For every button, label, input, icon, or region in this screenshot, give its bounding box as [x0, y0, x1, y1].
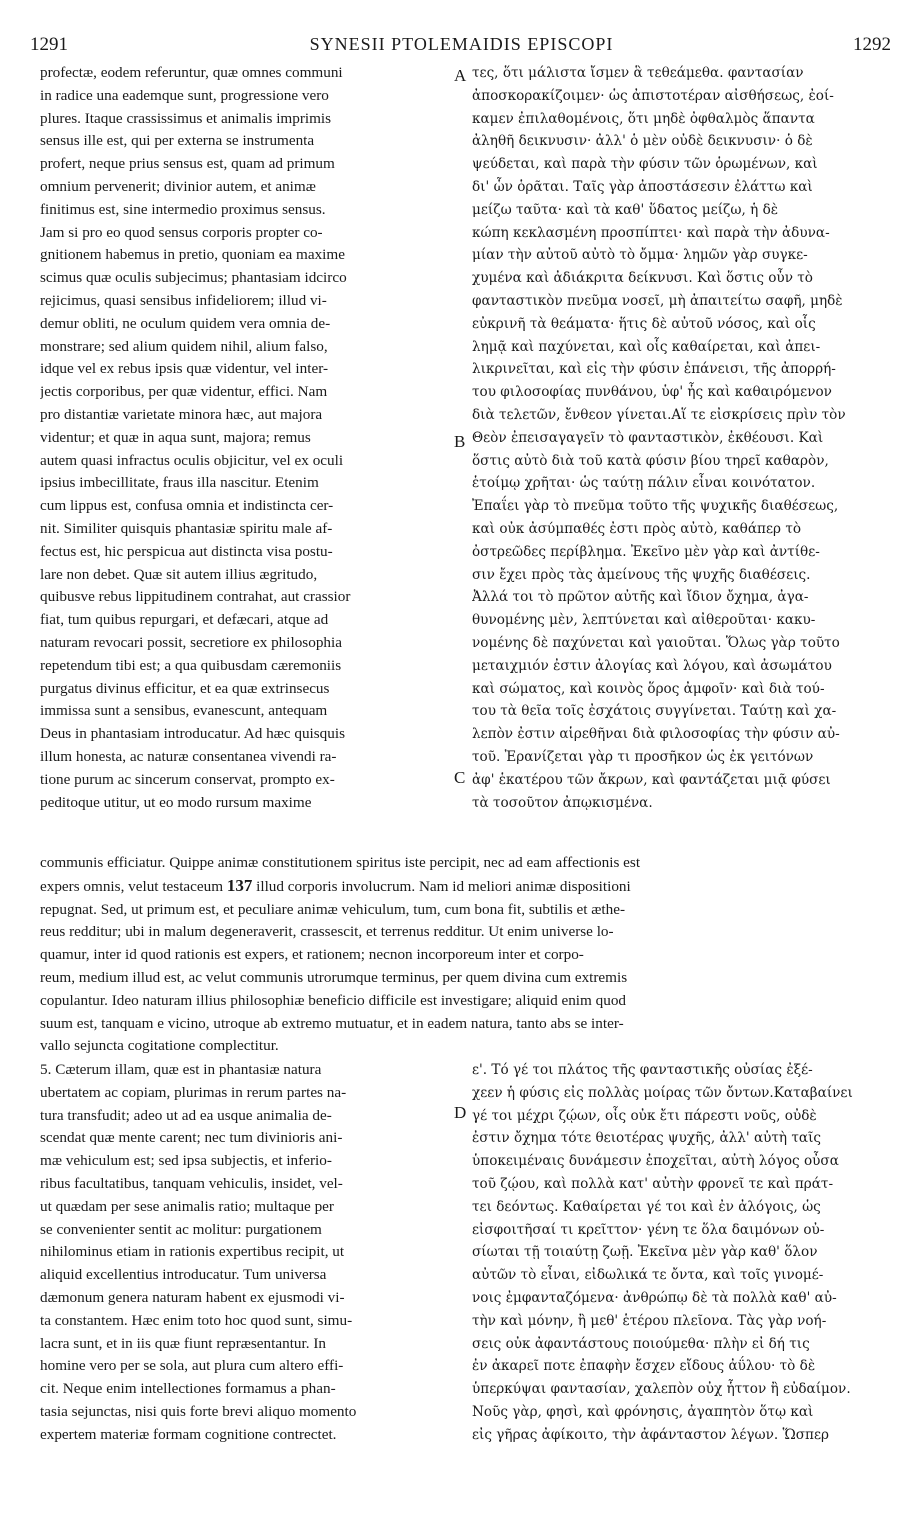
text-line: δι' ὧν ὁρᾶται. Ταῖς γὰρ ἀποστάσεσιν ἐλάττω καὶ — [472, 178, 813, 195]
text-line: cit. Neque enim intellectiones formamus a phan- — [40, 1380, 336, 1398]
text-line: illum honesta, ac naturæ consentanea vivendi ra- — [40, 747, 337, 765]
margin-letter-c: C — [454, 768, 466, 787]
latin-full-width-block — [40, 852, 888, 1058]
text-line: ta constantem. Hæc enim toto hoc quod sunt, simu- — [40, 1311, 353, 1329]
text-line: scimus quæ oculis subjecimus; phantasiam idcirco — [40, 269, 347, 287]
text-line: ὀστρεῶδες περίβλημα. Ἐκεῖνο μὲν γὰρ καὶ ἀντίθε- — [472, 543, 820, 560]
text-line: reus redditur; ubi in malum degeneraverit, crassescit, et terrenus redditur. Ut enim universe lo- — [40, 923, 614, 941]
text-line: γέ τοι μέχρι ζῴων, οἷς οὐκ ἔτι πάρεστι νοῦς, οὐδὲ — [472, 1107, 817, 1124]
text-line: reum, medium illud est, ac velut communis utrorumque terminus, per quem divina cum extremis — [40, 968, 628, 986]
text-line: σιν ἔχει πρὸς τὰς ἀμείνους τῆς ψυχῆς διαθέσεις. — [472, 566, 811, 583]
text-line: plures. Itaque crassissimus et animalis imprimis — [40, 109, 332, 127]
text-line: dæmonum genera naturam habent ex ejusmodi vi- — [40, 1288, 345, 1306]
text-line: Deus in phantasiam introducatur. Ad hæc quisquis — [40, 725, 345, 743]
text-line: ἀληθῆ δεικνυσιν· ἀλλ' ὁ μὲν οὐδὲ δεικνυσιν· ὁ δὲ — [472, 133, 813, 150]
text-line: repugnat. Sed, ut primum est, et peculiare animæ vehiculum, tum, cum bona fit, subtilis et æthe- — [40, 900, 626, 918]
text-line: εἰσφοιτῆσαί τι κρεῖττον· γένη τε ὅλα δαιμόνων οὐ- — [472, 1221, 825, 1238]
greek-column-bottom — [472, 1059, 890, 1447]
text-line: ἐν ἀκαρεῖ ποτε ἐπαφὴν ἔσχεν εἴδους ἀΰλου· τὸ δὲ — [472, 1358, 816, 1375]
text-line: purgatus divinus efficitur, et ea quæ extrinsecus — [40, 679, 330, 697]
text-line: expertem materiæ formam cognitione contrectet. — [40, 1425, 337, 1443]
text-line: ut quædam per sese animalis ratio; multaque per — [40, 1197, 334, 1215]
text-line: νομένης δὲ παχύνεται καὶ γαιοῦται. Ὅλως γὰρ τοῦτο — [472, 634, 840, 651]
margin-letter-b: B — [454, 432, 466, 451]
text-line: fectus est, hic perspicua aut distincta visa postu- — [40, 542, 333, 560]
text-line: tione purum ac sincerum conservat, prompto ex- — [40, 770, 335, 788]
text-line: ἑτοίμῳ χρῆται· ὡς ταύτῃ πάλιν εἶναι κοινότατον. — [472, 475, 816, 492]
text-line: pro distantiæ varietate minora hæc, aut majora — [40, 405, 323, 423]
text-line: τες, ὅτι μάλιστα ἴσμεν ἃ τεθεάμεθα. φαντασίαν — [472, 65, 804, 81]
text-line: χυμένα καὶ ἀδιάκριτα δείκνυσι. Καὶ ὅστις οὖν τὸ — [472, 270, 813, 287]
text-line: se convenienter sentit ac molitur: purgationem — [40, 1220, 322, 1238]
text-line: καμεν ἐπιλαθομένοις, ὅτι μηδὲ ὀφθαλμὸς ἅπαντα — [472, 110, 815, 127]
text-line: χεεν ἡ φύσις εἰς πολλὰς μοίρας τῶν ὄντων.Καταβαίνει — [472, 1084, 853, 1101]
text-line: λεπὸν ἐστιν αἱρεθῆναι διὰ φιλοσοφίας τὴν φύσιν αὐ- — [472, 726, 840, 743]
text-line: peditoque utitur, ut eo modo rursum maxime — [40, 793, 312, 811]
text-line: nit. Similiter quisquis phantasiæ spiritu male af- — [40, 519, 333, 537]
text-line: θυνομένης μὲν, λεπτύνεται καὶ αἰθεροῦται· κακυ- — [472, 612, 816, 629]
text-line: cum lippus est, confusa omnia et indistincta cer- — [40, 497, 334, 515]
text-line: lare non debet. Quæ sit autem illius ægritudo, — [40, 565, 318, 583]
text-line: fiat, tum quibus repurgari, et defæcari, atque ad — [40, 611, 329, 629]
text-line: τοῦ. Ἐρανίζεται γὰρ τι προσῆκον ὡς ἐκ γειτόνων — [472, 748, 814, 765]
text-line: demur obliti, ne oculum quidem vera omnia de- — [40, 314, 331, 332]
text-line: ubertatem ac copiam, plurimas in rerum partes na- — [40, 1083, 347, 1101]
text-line: tasia sejunctas, nisi quis forte brevi aliquo momento — [40, 1402, 357, 1420]
text-line: μείζω ταῦτα· καὶ τὰ καθ' ὕδατος μείζω, ἡ δὲ — [472, 201, 779, 218]
text-line: τει δεόντως. Καθαίρεται γέ τοι καὶ ἐν ἀλόγοις, ὡς — [472, 1198, 821, 1215]
text-line: mæ vehiculum est; sed ipsa subjectis, et inferio- — [40, 1152, 332, 1170]
text-line: finitimus est, sine intermedio proximus sensus. — [40, 200, 326, 218]
text-line: αὐτῶν τὸ εἶναι, εἰδωλικά τε ὄντα, καὶ τοῖς γινομέ- — [472, 1267, 824, 1284]
text-line: profectæ, eodem referuntur, quæ omnes communi — [40, 64, 343, 81]
text-line: μεταιχμιόν ἐστιν ἀλογίας καὶ λόγου, καὶ ἀσωμάτου — [472, 657, 832, 674]
text-line: κώπη κεκλασμένη προσπίπτει· καὶ παρὰ τὴν ἀδυνα- — [472, 224, 830, 241]
text-line — [40, 875, 888, 899]
text-line: Jam si pro eo quod sensus corporis propter co- — [40, 223, 323, 241]
text-line: suum est, tanquam e vicino, utroque ab extremo mutuatur, et in eadem natura, tanto abs se inter- — [40, 1014, 624, 1032]
text-line: τοῦ ζῴου, καὶ πολλὰ κατ' αὐτὴν φρονεῖ τε καὶ πράτ- — [472, 1175, 834, 1192]
text-line: idque vel ex rebus ipsis quæ videntur, vel inter- — [40, 360, 329, 378]
text-line: repetendum tibi est; a qua quibusdam cæremoniis — [40, 656, 342, 674]
text-line: ὑπερκύψαι φαντασίαν, χαλεπὸν οὐχ ἧττον ἢ εὐδαίμον. — [472, 1381, 851, 1398]
text-line: vallo sejuncta cogitatione complectitur. — [40, 1037, 279, 1055]
text-line: εὐκρινῆ τὰ θεάματα· ἥτις δὲ αὐτοῦ νόσος, καὶ οἷς — [472, 315, 816, 332]
text-line: ribus facultatibus, tanquam vehiculis, insidet, vel- — [40, 1174, 343, 1192]
text-line: φανταστικὸν πνεῦμα νοσεῖ, μὴ ἀπαιτείτω σαφῆ, μηδὲ — [472, 292, 843, 309]
text-line: σίωται τῇ τοιαύτῃ ζωῇ. Ἐκεῖνα μὲν γὰρ καθ' ὅλον — [472, 1244, 818, 1261]
text-line: aliquid excellentius introducatur. Tum universa — [40, 1266, 327, 1284]
text-line: Ἀλλά τοι τὸ πρῶτον αὐτῆς καὶ ἴδιον ὄχημα, ἀγα- — [472, 589, 809, 606]
text-line: Θεὸν ἐπεισαγαγεῖν τὸ φανταστικὸν, ἐκθέουσι. Καὶ — [472, 429, 824, 446]
page-number-left: 1291 — [30, 34, 68, 55]
latin-column-bottom — [40, 1059, 452, 1447]
text-line: ἀποσκορακίζοιμεν· ὡς ἀπιστοτέραν αἰσθήσεως, ἐοί- — [472, 87, 834, 104]
text-line: rejicimus, quasi sensibus infideliorem; illud vi- — [40, 291, 327, 309]
text-line: communis efficiatur. Quippe animæ constitutionem spiritus iste percipit, nec ad eam affectionis est — [40, 854, 641, 871]
text-line: in radice una eademque sunt, progressione vero — [40, 86, 329, 104]
text-line: λημᾷ καὶ παχύνεται, καὶ οἷς καθαίρεται, καὶ ἀπει- — [472, 338, 821, 355]
text-line: διὰ τελετῶν, ἔνθεον γίνεται.Αἵ τε εἰσκρίσεις πρὶν τὸν — [472, 406, 846, 423]
text-line: copulantur. Ideo naturam illius philosophiæ beneficio difficile est investigare; aliquid enim quod — [40, 991, 627, 1009]
text-line: lacra sunt, et in iis quæ fiunt repræsentantur. In — [40, 1334, 326, 1352]
text-line: Ἐπαΐει γὰρ τὸ πνεῦμα τοῦτο τῆς ψυχικῆς διαθέσεως, — [472, 498, 839, 515]
text-line: profert, neque prius sensus est, quam ad primum — [40, 155, 335, 173]
text-line: λικρινεῖται, καὶ εἰς τὴν φύσιν ἐπάνεισι, τῆς ἀπορρή- — [472, 361, 836, 378]
text-line: autem quasi infractus oculis objicitur, vel ex oculi — [40, 451, 344, 469]
text-line: sensus ille est, qui per externa se instrumenta — [40, 132, 315, 150]
text-line: jectis corporibus, per quæ videntur, effici. Nam — [40, 383, 328, 401]
text-line: scendat quæ mente carent; nec tum divinioris ani- — [40, 1129, 343, 1147]
text-line: ἀφ' ἑκατέρου τῶν ἄκρων, καὶ φαντάζεται μιᾷ φύσει — [472, 771, 831, 788]
text-line: immissa sunt a sensibus, evanescunt, antequam — [40, 702, 328, 720]
margin-letter-a: A — [454, 66, 467, 85]
text-line: 5. Cæterum illam, quæ est in phantasiæ natura — [40, 1061, 322, 1078]
greek-column-top — [472, 62, 890, 814]
text-line: quamur, inter id quod rationis est expers, et rationem; necnon incorporeum inter et corpo- — [40, 946, 584, 964]
text-line: τὴν καὶ μόνην, ἢ μεθ' ἑτέρου πλεῖονα. Τὰς γὰρ νοή- — [472, 1312, 827, 1329]
text-line: omnium pervenerit; divinior autem, et animæ — [40, 177, 316, 195]
text-line: naturam revocari possit, secretiore ex philosophia — [40, 633, 342, 651]
column-number: 137 — [226, 875, 253, 895]
text-line: ε'. Τό γέ τοι πλάτος τῆς φανταστικῆς οὐσίας ἐξέ- — [472, 1062, 813, 1078]
text-segment: illud corporis involucrum. Nam id meliori animæ dispositioni — [252, 877, 631, 895]
running-title: SYNESII PTOLEMAIDIS EPISCOPI — [309, 34, 614, 54]
text-line: σεις οὐκ ἀφαντάστους ποιούμεθα· πλὴν εἰ δή τις — [472, 1335, 810, 1352]
running-header — [0, 34, 923, 58]
text-line: τὰ τοσοῦτον ἀπῳκισμένα. — [472, 794, 653, 811]
text-line: εἰς γῆρας ἀφίκοιτο, τὴν ἀφάνταστον λέγων. Ὥσπερ — [472, 1426, 830, 1443]
margin-letter-d: D — [454, 1103, 467, 1122]
text-line: homine vero per se sola, aut plura cum altero effi- — [40, 1357, 344, 1375]
text-line: νοις ἐμφανταζόμενα· ἀνθρώπῳ δὲ τὰ πολλὰ καθ' αὐ- — [472, 1289, 837, 1306]
text-line: ἐστιν ὄχημα τότε θειοτέρας ψυχῆς, ἀλλ' αὐτὴ ταῖς — [472, 1130, 822, 1147]
text-line: monstrare; sed alium quidem nihil, alium falso, — [40, 337, 328, 355]
text-line: καὶ σώματος, καὶ κοινὸς ὅρος ἀμφοῖν· καὶ διὰ τού- — [472, 680, 825, 697]
text-line: ὅστις αὐτὸ διὰ τοῦ κατὰ φύσιν βίου τηρεῖ καθαρὸν, — [472, 452, 829, 469]
latin-column-top — [40, 62, 452, 814]
text-line: καὶ οὐκ ἀσύμπαθές ἐστι πρὸς αὐτὸ, καθάπερ τὸ — [472, 520, 802, 537]
text-line: quibusve rebus lippitudinem contrahat, aut crassior — [40, 588, 351, 606]
page-number-right: 1292 — [853, 34, 891, 55]
text-line: Νοῦς γὰρ, φησὶ, καὶ φρόνησις, ἀγαπητὸν ὅτῳ καὶ — [472, 1403, 814, 1420]
text-line: nihilominus etiam in rationis expertibus recipit, ut — [40, 1243, 345, 1261]
text-segment: expers omnis, velut testaceum — [40, 877, 227, 895]
text-line: του τὰ θεῖα τοῖς ἐσχάτοις συγγίνεται. Ταύτῃ καὶ χα- — [472, 703, 837, 720]
text-line: tura transfudit; adeo ut ad ea usque animalia de- — [40, 1106, 332, 1124]
text-line: του φιλοσοφίας πυνθάνου, ὑφ' ἧς καὶ καθαιρόμενον — [472, 384, 832, 401]
text-line: ὑποκειμέναις δυνάμεσιν ἐποχεῖται, αὐτὴ λόγος οὖσα — [472, 1153, 839, 1170]
text-line: μίαν τὴν αὐτοῦ αὐτὸ τὸ ὄμμα· λημῶν γὰρ συγκε- — [472, 247, 808, 264]
text-line: gnitionem habemus in pretio, quoniam ea maxime — [40, 246, 345, 264]
text-line: ψεύδεται, καὶ παρὰ τὴν φύσιν τῶν ὁρωμένων, καὶ — [472, 156, 818, 173]
text-line: ipsius imbecillitate, fraus illa nascitur. Etenim — [40, 474, 319, 492]
text-line: videntur; et quæ in aqua sunt, majora; remus — [40, 428, 311, 446]
